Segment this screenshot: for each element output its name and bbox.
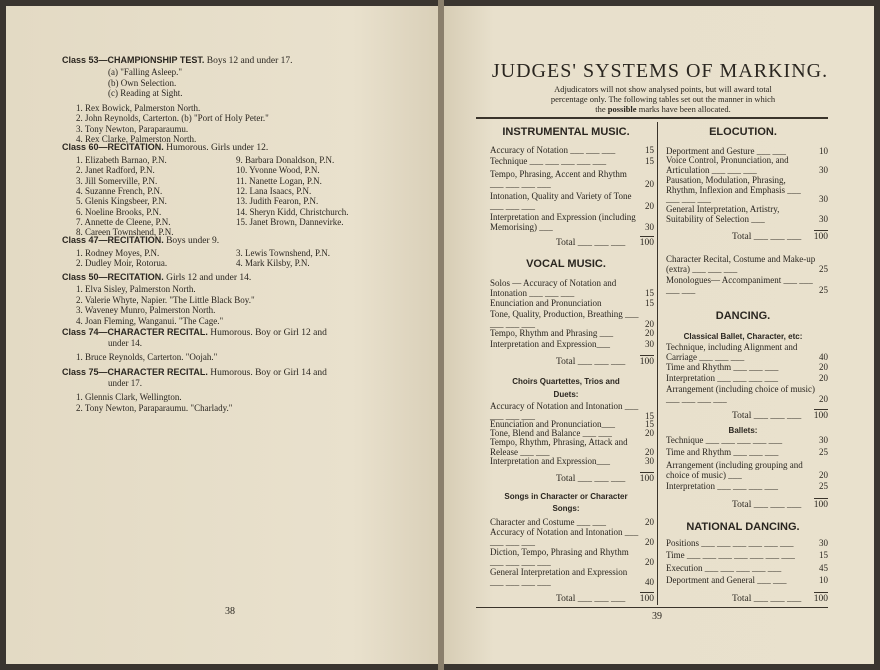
- criterion-label: Arrangement (including grouping and choice of music) ___: [666, 460, 803, 480]
- total-marks: 100: [639, 238, 654, 248]
- criterion-label: Solos — Accuracy of Notation and Intonation ___ ___ ___: [490, 278, 617, 298]
- marking-row: [490, 528, 654, 547]
- total-row: [666, 594, 828, 604]
- criterion-marks: 15: [645, 298, 654, 308]
- result-entry: 15. Janet Brown, Dannevirke.: [236, 216, 344, 227]
- total-row: [666, 232, 828, 242]
- criterion-marks: 40: [645, 576, 654, 587]
- criterion-label: Deportment and General ___ ___: [666, 575, 787, 585]
- criterion-marks: 15: [819, 550, 828, 560]
- result-entry: 13. Judith Fearon, P.N.: [236, 196, 319, 207]
- class-title: Class 60—RECITATION.: [62, 142, 164, 152]
- criterion-marks: 20: [819, 362, 828, 372]
- criterion-label: Time and Rhythm ___ ___ ___: [666, 447, 779, 457]
- marking-row: [666, 564, 828, 574]
- class-description: Boys 12 and under 17.: [204, 56, 293, 66]
- total-rule: [814, 409, 828, 410]
- criterion-marks: 30: [819, 435, 828, 445]
- result-entry: 1. Bruce Reynolds, Carterton. "Oojah.": [76, 352, 218, 362]
- class-item: (a) "Falling Asleep.": [108, 67, 183, 77]
- criterion-marks: 15: [645, 287, 654, 298]
- total-label: Total ___ ___ ___: [732, 500, 802, 510]
- criterion-marks: 20: [645, 200, 654, 211]
- result-entry: 2. Tony Newton, Paraparaumu. "Charlady.": [76, 402, 233, 413]
- criterion-marks: 20: [645, 318, 654, 329]
- result-entry: 1. Elva Sisley, Palmerston North.: [76, 284, 196, 294]
- criterion-marks: 30: [645, 339, 654, 349]
- total-row: [490, 238, 654, 248]
- criterion-marks: 20: [645, 328, 654, 338]
- class-title: Class 75—CHARACTER RECITAL.: [62, 367, 208, 377]
- marking-row: [490, 170, 654, 189]
- class-description: Humorous. Boy or Girl 14 and: [207, 368, 327, 378]
- class-title: Class 47—RECITATION.: [62, 235, 164, 245]
- result-entry: 1. Elizabeth Barnao, P.N.: [76, 155, 167, 165]
- marking-row: [490, 310, 654, 329]
- criterion-label: General Interpretation, Artistry, Suitability of Selection ___: [666, 204, 780, 224]
- class-description: Humorous. Boy or Girl 12 and: [207, 328, 327, 338]
- criterion-label: Voice Control, Pronunciation, and Articulation ___ ___ ___: [666, 155, 789, 175]
- intro-line-3: [498, 104, 828, 114]
- marking-row: [666, 156, 828, 175]
- criterion-label: Tone, Quality, Production, Breathing ___ ___ ___ ___: [490, 309, 639, 329]
- class-description: Humorous. Girls under 12.: [163, 143, 269, 153]
- criterion-label: Interpretation ___ ___ ___ ___: [666, 481, 778, 491]
- result-entry: 12. Lana Isaacs, P.N.: [236, 185, 312, 196]
- class-heading: [62, 271, 392, 284]
- criterion-label: Tempo, Phrasing, Accent and Rhythm ___ ___ ___ ___: [490, 169, 627, 189]
- result-entry: 2. Dudley Moir, Rotorua.: [76, 258, 168, 269]
- result-entry: 6. Noeline Brooks, P.N.: [76, 206, 162, 217]
- criterion-marks: 15: [645, 419, 654, 429]
- section-heading: INSTRUMENTAL MUSIC.: [502, 126, 630, 138]
- criterion-label: Pausation, Modulation, Phrasing, Rhythm, Inflexion and Emphasis ___ ___ ___ ___: [666, 175, 801, 204]
- criterion-marks: 20: [645, 536, 654, 547]
- criterion-label: Monologues— Accompaniment ___ ___ ___ ___: [666, 275, 813, 295]
- total-rule: [640, 236, 654, 237]
- total-marks: 100: [813, 594, 828, 604]
- total-row: [490, 357, 654, 367]
- marking-row: [490, 157, 654, 167]
- total-label: Total ___ ___ ___: [556, 238, 626, 248]
- left-page-number: 38: [225, 606, 235, 617]
- result-entry: 2. John Reynolds, Carterton. (b) "Port of Holy Peter.": [76, 113, 269, 123]
- total-marks: 100: [639, 357, 654, 367]
- criterion-marks: 30: [819, 213, 828, 224]
- criterion-label: Tempo, Rhythm, Phrasing, Attack and Release ___ ___: [490, 437, 628, 457]
- criterion-label: Enunciation and Pronunciation: [490, 298, 602, 308]
- total-label: Total ___ ___ ___: [732, 411, 802, 421]
- total-row: [666, 411, 828, 421]
- subsection-heading: Songs:: [552, 504, 580, 513]
- marking-row: [666, 539, 828, 549]
- section-heading: NATIONAL DANCING.: [686, 521, 800, 533]
- criterion-marks: 25: [819, 284, 828, 295]
- result-entry: 1. Rex Bowick, Palmerston North.: [76, 102, 201, 113]
- criterion-marks: 10: [819, 146, 828, 156]
- page-gutter: [438, 0, 444, 670]
- result-entry: 2. Valerie Whyte, Napier. "The Little Black Boy.": [76, 294, 255, 305]
- marking-row: [666, 576, 828, 586]
- class-item: (c) Reading at Sight.: [108, 88, 183, 98]
- criterion-label: Time and Rhythm ___ ___ ___: [666, 362, 779, 372]
- criterion-marks: 15: [645, 410, 654, 421]
- intro-line-3a: the: [595, 104, 606, 114]
- marking-row: [490, 340, 654, 350]
- class-heading: [62, 54, 392, 67]
- total-marks: 100: [639, 594, 654, 604]
- criterion-label: Technique, including Alignment and Carriage ___ ___ ___: [666, 342, 798, 362]
- total-row: [490, 594, 654, 604]
- total-row: [490, 474, 654, 484]
- marking-row: [490, 299, 654, 309]
- class-description: Girls 12 and under 14.: [163, 273, 252, 283]
- criterion-label: Technique ___ ___ ___ ___ ___: [490, 156, 607, 166]
- criterion-marks: 10: [819, 575, 828, 585]
- result-entry: 1. Glennis Clark, Wellington.: [76, 392, 182, 402]
- class-description-cont: under 17.: [108, 378, 142, 388]
- section-heading: VOCAL MUSIC.: [526, 258, 606, 270]
- marking-row: [666, 551, 828, 561]
- total-marks: 100: [813, 232, 828, 242]
- intro-possible: possible: [607, 104, 637, 114]
- criterion-marks: 15: [645, 145, 654, 155]
- criterion-marks: 20: [819, 393, 828, 404]
- criterion-marks: 45: [819, 563, 828, 573]
- criterion-label: Intonation, Quality and Variety of Tone ___ ___ ___: [490, 191, 632, 211]
- criterion-label: Character Recital, Costume and Make-up (extra) ___ ___ ___: [666, 254, 816, 274]
- criterion-marks: 25: [819, 481, 828, 491]
- class-title: Class 74—CHARACTER RECITAL.: [62, 327, 208, 337]
- marking-row: [666, 205, 828, 224]
- intro-text: [498, 84, 828, 114]
- total-label: Total ___ ___ ___: [732, 594, 802, 604]
- criterion-label: Interpretation and Expression___: [490, 456, 610, 466]
- result-entry: 3. Waveney Munro, Palmerston North.: [76, 305, 216, 315]
- criterion-label: Interpretation ___ ___ ___ ___: [666, 373, 778, 383]
- section-heading: ELOCUTION.: [709, 126, 777, 138]
- marking-row: [666, 448, 828, 458]
- criterion-marks: 25: [819, 263, 828, 274]
- marking-row: [490, 279, 654, 298]
- intro-line-2: percentage only. The following tables set out the manner in which: [550, 94, 776, 104]
- page-title: JUDGES' SYSTEMS OF MARKING.: [491, 60, 829, 82]
- total-rule: [814, 230, 828, 231]
- criterion-marks: 20: [645, 517, 654, 527]
- total-rule: [814, 498, 828, 499]
- section-heading: DANCING.: [715, 310, 771, 322]
- criterion-label: Accuracy of Notation and Intonation ___ ___ ___ ___: [490, 401, 639, 421]
- criterion-label: General Interpretation and Expression ___ ___ ___ ___: [490, 567, 628, 587]
- criterion-label: Interpretation and Expression (including Memorising) ___: [490, 212, 636, 232]
- class-heading: [62, 141, 392, 154]
- criterion-marks: 20: [645, 446, 654, 457]
- subsection-heading: Classical Ballet, Character, etc:: [683, 332, 803, 341]
- criterion-label: Positions ___ ___ ___ ___ ___ ___: [666, 538, 794, 548]
- marking-row: [666, 343, 828, 362]
- marking-row: [666, 255, 828, 274]
- criterion-label: Deportment and Gesture ___ ___: [666, 146, 786, 156]
- subsection-heading: Duets:: [553, 390, 579, 399]
- criterion-label: Time ___ ___ ___ ___ ___ ___ ___: [666, 550, 795, 560]
- marking-row: [666, 363, 828, 373]
- criterion-marks: 40: [819, 351, 828, 362]
- class-item: (b) Own Selection.: [108, 77, 177, 88]
- result-entry: 4. Joan Fleming, Wanganui. "The Cage.": [76, 315, 224, 326]
- total-label: Total ___ ___ ___: [732, 232, 802, 242]
- result-entry: 2. Janet Radford, P.N.: [76, 165, 155, 176]
- marking-row: [666, 176, 828, 205]
- criterion-marks: 20: [819, 373, 828, 383]
- criterion-label: Tempo, Rhythm and Phrasing ___: [490, 328, 614, 338]
- marking-row: [666, 436, 828, 446]
- marking-row: [490, 146, 654, 156]
- result-entry: 14. Sheryn Kidd, Christchurch.: [236, 206, 349, 217]
- total-label: Total ___ ___ ___: [556, 594, 626, 604]
- total-rule: [640, 472, 654, 473]
- total-rule: [814, 592, 828, 593]
- result-entry: 10. Yvonne Wood, P.N.: [236, 165, 320, 176]
- marking-row: [490, 457, 654, 467]
- total-rule: [640, 355, 654, 356]
- criterion-label: Tone, Blend and Balance ___ ___: [490, 428, 612, 438]
- criterion-label: Arrangement (including choice of music) ___ ___ ___ ___: [666, 384, 815, 404]
- marking-row: [490, 192, 654, 211]
- marking-row: [490, 548, 654, 567]
- total-label: Total ___ ___ ___: [556, 474, 626, 484]
- criterion-marks: 20: [819, 469, 828, 480]
- class-title: Class 53—CHAMPIONSHIP TEST.: [62, 55, 205, 65]
- result-entry: 1. Rodney Moyes, P.N.: [76, 248, 160, 258]
- criterion-label: Enunciation and Pronunciation___: [490, 419, 615, 429]
- result-entry: 9. Barbara Donaldson, P.N.: [236, 155, 335, 165]
- criterion-label: Execution ___ ___ ___ ___ ___: [666, 563, 782, 573]
- intro-line-1: Adjudicators will not show analysed points, but will award total: [554, 84, 772, 94]
- result-entry: 4. Rex Clarke, Palmerston North.: [76, 134, 197, 144]
- subsection-heading: Ballets:: [728, 426, 758, 435]
- total-marks: 100: [813, 411, 828, 421]
- total-row: [666, 500, 828, 510]
- class-heading: [62, 234, 392, 247]
- result-entry: 3. Tony Newton, Paraparaumu.: [76, 123, 189, 134]
- result-entry: 3. Jill Somerville, P.N.: [76, 175, 158, 186]
- result-entry: 11. Nanette Logan, P.N.: [236, 175, 322, 186]
- marking-row: [666, 374, 828, 384]
- criterion-label: Diction, Tempo, Phrasing and Rhythm ___ ___ ___ ___: [490, 547, 629, 567]
- criterion-label: Character and Costume ___ ___: [490, 517, 606, 527]
- right-page-number: 39: [652, 611, 662, 622]
- criterion-label: Accuracy of Notation ___ ___ ___: [490, 145, 616, 155]
- total-marks: 100: [639, 474, 654, 484]
- result-entry: 8. Careen Townshend, P.N.: [76, 227, 174, 238]
- criterion-marks: 15: [645, 156, 654, 166]
- total-marks: 100: [813, 500, 828, 510]
- class-title: Class 50—RECITATION.: [62, 272, 164, 282]
- result-entry: 3. Lewis Townshend, P.N.: [236, 248, 330, 258]
- criterion-label: Technique ___ ___ ___ ___ ___: [666, 435, 783, 445]
- criterion-label: Accuracy of Notation and Intonation ___ ___ ___ ___: [490, 527, 639, 547]
- criterion-marks: 30: [645, 456, 654, 466]
- criterion-marks: 20: [645, 428, 654, 438]
- result-entry: 4. Mark Kilsby, P.N.: [236, 258, 310, 269]
- subsection-heading: Songs in Character or Character: [504, 492, 628, 501]
- total-rule: [640, 592, 654, 593]
- intro-line-3c: marks have been allocated.: [638, 104, 731, 114]
- criterion-marks: 25: [819, 447, 828, 457]
- criterion-marks: 30: [819, 164, 828, 175]
- marking-row: [490, 213, 654, 232]
- marking-row: [666, 482, 828, 492]
- marking-row: [490, 438, 654, 457]
- marking-row: [666, 461, 828, 480]
- subsection-heading: Choirs Quartettes, Trios and: [512, 377, 620, 386]
- criterion-marks: 30: [819, 194, 828, 204]
- marking-row: [666, 276, 828, 295]
- result-entry: 4. Suzanne French, P.N.: [76, 185, 163, 196]
- marking-row: [490, 568, 654, 587]
- total-label: Total ___ ___ ___: [556, 357, 626, 367]
- criterion-label: Interpretation and Expression___: [490, 339, 610, 349]
- criterion-marks: 30: [645, 221, 654, 232]
- marking-row: [490, 329, 654, 339]
- marking-row: [666, 385, 828, 404]
- criterion-marks: 20: [645, 556, 654, 567]
- criterion-marks: 20: [645, 178, 654, 189]
- class-description-cont: under 14.: [108, 338, 142, 348]
- criterion-marks: 30: [819, 538, 828, 548]
- class-description: Boys under 9.: [163, 236, 220, 246]
- result-entry: 7. Annette de Cleene, P.N.: [76, 216, 171, 227]
- result-entry: 5. Glenis Kingsbeer, P.N.: [76, 196, 167, 207]
